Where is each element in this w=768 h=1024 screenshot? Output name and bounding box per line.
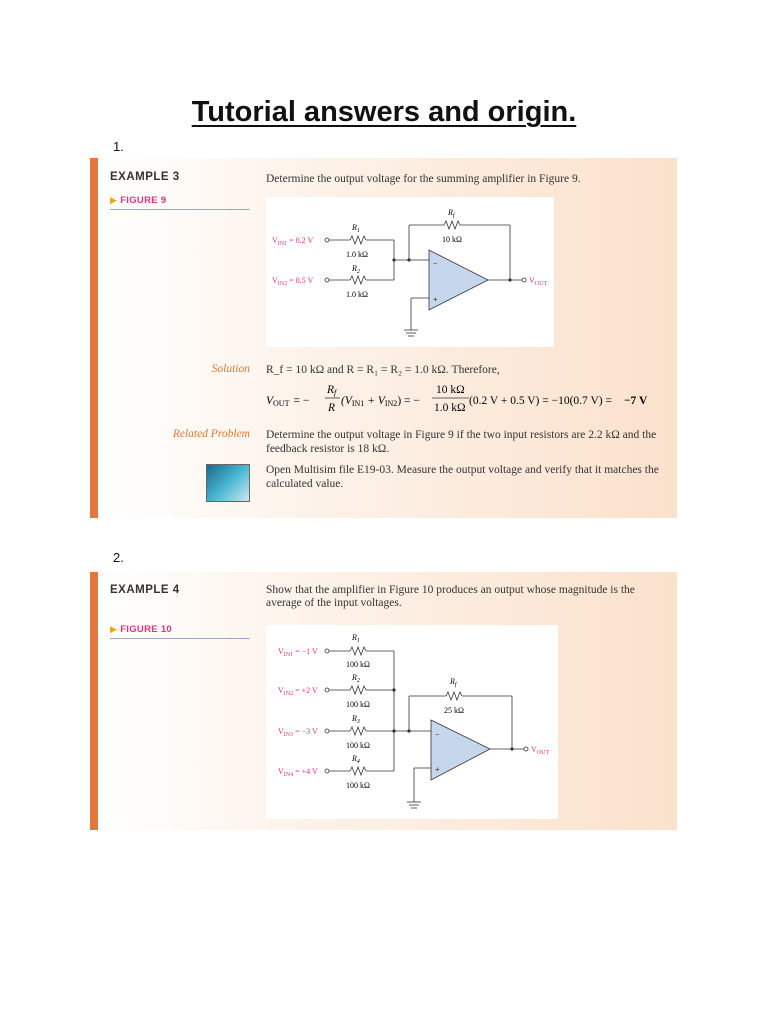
svg-text:10 kΩ: 10 kΩ — [436, 384, 465, 396]
figure-10-text: FIGURE 10 — [120, 624, 172, 635]
rf-value: 25 kΩ — [444, 706, 464, 715]
svg-text:(0.2 V + 0.5 V) = −10(0.7 V) =: (0.2 V + 0.5 V) = −10(0.7 V) = — [469, 395, 612, 407]
rf-label: $R_f$ — [450, 677, 457, 688]
svg-text:VOUT= −: VOUT = − — [266, 395, 310, 408]
example-4-problem: Show that the amplifier in Figure 10 produces an output whose magnitude is the average of the input voltages. — [266, 584, 635, 609]
document-title: Tutorial answers and origin. — [191, 96, 577, 128]
r2-label: $R_2$ — [352, 264, 360, 275]
r3-value: 100 kΩ — [346, 741, 370, 750]
section-number-1: 1. — [113, 139, 124, 154]
vin2-label: $V_{IN2} = 0.5$ V — [272, 276, 314, 287]
multisim-disc-icon — [206, 464, 250, 502]
svg-text:R: R — [328, 402, 336, 414]
rf-label: $R_f$ — [448, 208, 455, 219]
example-3-panel — [90, 158, 677, 518]
opamp-minus: − — [435, 730, 440, 739]
svg-text:Rf: Rf — [327, 384, 337, 397]
r3-label: $R_3$ — [352, 714, 360, 725]
opamp-plus: + — [433, 295, 438, 304]
r4-value: 100 kΩ — [346, 781, 370, 790]
example-4-panel — [90, 572, 677, 830]
example-3-problem: Determine the output voltage for the summing amplifier in Figure 9. — [266, 173, 581, 185]
example-4-label: EXAMPLE 4 — [110, 584, 180, 596]
example-3-label: EXAMPLE 3 — [110, 171, 180, 183]
r2-value: 100 kΩ — [346, 700, 370, 709]
vin4-label: $V_{IN4} = +4$ V — [278, 767, 318, 778]
figure-9-circuit — [266, 197, 554, 347]
r2-label: $R_2$ — [352, 673, 360, 684]
related-problem-label: Related Problem — [172, 428, 250, 440]
solution-text: R_f = 10 kΩ and R = R₁ = R₂ = 1.0 kΩ. Therefore, — [266, 364, 500, 376]
solution-equation — [266, 380, 666, 420]
vin1-label: $V_{IN1} = -1$ V — [278, 647, 318, 658]
r1-label: $R_1$ — [352, 633, 360, 644]
related-problem-text: Determine the output voltage in Figure 9 if the two input resistors are 2.2 kΩ and the feedback resistor is 18 kΩ. — [266, 429, 657, 455]
triangle-icon: ▶ — [110, 624, 118, 634]
svg-text:−7 V: −7 V — [624, 395, 648, 407]
figure-9-text: FIGURE 9 — [120, 195, 167, 206]
r4-label: $R_4$ — [352, 754, 360, 765]
solution-label: Solution — [211, 363, 250, 375]
vin1-label: $V_{IN1} = 0.2$ V — [272, 236, 314, 247]
r1-value: 1.0 kΩ — [346, 250, 368, 259]
vout-label: $V_{OUT}$ — [531, 745, 550, 756]
figure-10-label — [110, 624, 250, 639]
section-number-2: 2. — [113, 550, 124, 565]
vin2-label: $V_{IN2} = +2$ V — [278, 686, 318, 697]
rf-value: 10 kΩ — [442, 235, 462, 244]
multisim-text: Open Multisim file E19-03. Measure the output voltage and verify that it matches the calculated value. — [266, 464, 659, 490]
vin3-label: $V_{IN3} = -3$ V — [278, 727, 318, 738]
svg-text:(VIN1 + VIN2) = −: (VIN1 + VIN2) = − — [341, 395, 420, 408]
opamp-minus: − — [433, 259, 438, 268]
opamp-plus: + — [435, 765, 440, 774]
r1-label: $R_1$ — [352, 223, 360, 234]
svg-text:1.0 kΩ: 1.0 kΩ — [434, 402, 466, 414]
r2-value: 1.0 kΩ — [346, 290, 368, 299]
vout-label: $V_{OUT}$ — [529, 276, 548, 287]
figure-9-label — [110, 195, 250, 210]
figure-10-circuit — [266, 625, 558, 819]
r1-value: 100 kΩ — [346, 660, 370, 669]
triangle-icon: ▶ — [110, 195, 118, 205]
